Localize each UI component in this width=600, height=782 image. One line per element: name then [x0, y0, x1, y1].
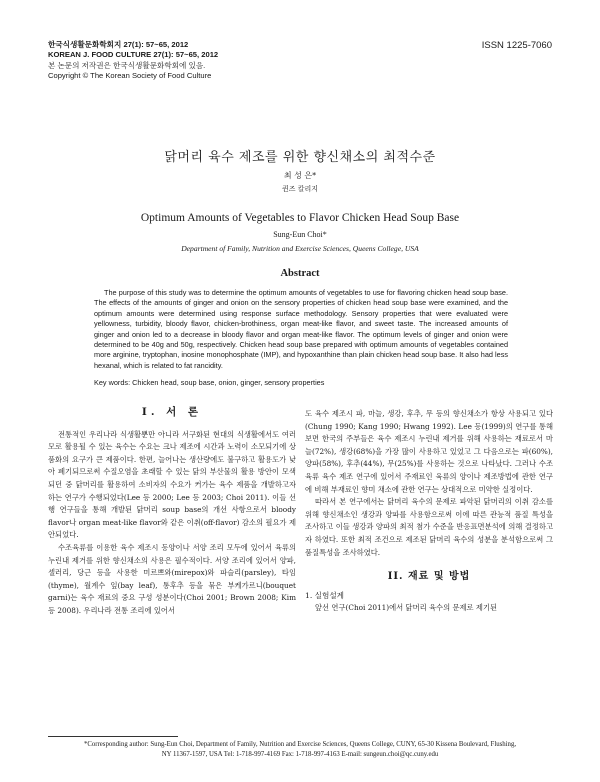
- methods-paragraph-1: 앞선 연구(Choi 2011)에서 닭머리 육수의 문제로 제기된: [315, 603, 498, 613]
- abstract-text: The purpose of this study was to determine the optimum amounts of vegetables to use for flavoring chicken head soup base. The effects of the amounts of ginger and onion on the sensory properties of chicken head soup base were examined, and the optimum amounts were determined using response surface methodology. Sensory properties that were evaluated were yellowness, turbidity, bloody flavor, chicken-brothiness, organ meat-like flavor, and sweet taste. The increased amounts of ginger and onion led to a decrease in bloody flavor and organ meat-like flavor. The optimum levels of ginger and onion were determined to be 40g and 50g, respectively. Chicken head soup base prepared with optimum amounts of vegetables contained more arginine, tryptophan, inosine monophosphate (IMP), and hypoxanthine than plain chicken head soup base. It also had less hexanal, which is related to fat rancidity.: [94, 288, 508, 370]
- affiliation-en: Department of Family, Nutrition and Exercise Sciences, Queens College, USA: [181, 244, 419, 253]
- affiliation-ko: 퀸즈 칼리지: [281, 185, 319, 193]
- section-heading-intro: I. 서 론: [141, 406, 203, 418]
- footnote-line-2: NY 11367-1597, USA Tel: 1-718-997-4169 Fax: 1-718-997-4163 E-mail: sungeun.choi@qc.cuny.edu: [161, 750, 439, 758]
- section-heading-methods: II. 재료 및 방법: [387, 571, 471, 583]
- intro-paragraph-4: 따라서 본 연구에서는 닭머리 육수의 문제로 파악된 닭머리의 이취 감소를 위해 향신채소인 생강과 양파를 사용함으로써 이에 따른 관능적 품질 특성을 조사하고 이들 생강과 양파의 최적 첨가 수준을 반응표면분석에 의해 결정하고자 하였다. 또한 최적 조건으로 제조된 닭머리 육수의 성분을 분석함으로써 그 품질특성을 조사하였다.: [305, 497, 553, 557]
- copyright-ko: 본 논문의 저작권은 한국식생활문화학회에 있음.: [48, 60, 206, 70]
- keywords: Key words: Chicken head, soup base, onion, ginger, sensory properties: [94, 378, 325, 387]
- title-ko: 닭머리 육수 제조를 위한 향신채소의 최적수준: [164, 150, 436, 165]
- footnote-divider: [48, 736, 178, 737]
- left-column: [48, 406, 296, 618]
- journal-name-ko: 한국식생활문화학회지 27(1): 57~65, 2012: [48, 40, 189, 49]
- journal-name-en: KOREAN J. FOOD CULTURE 27(1): 57~65, 2012: [48, 50, 219, 60]
- issn: ISSN 1225-7060: [481, 40, 552, 51]
- intro-paragraph-1: 전통적인 우리나라 식생활뿐만 아니라 서구화된 현대의 식생활에서도 여러모로 활용될 수 있는 육수는 수요는 크나 제조에 시간과 노력이 소모되기에 상품화의 요구가 큰 제품이다. 한편, 늘어나는 생산량에도 불구하고 활용도가 낮아 폐기되므로써 수질오염을 초래할 수 있는 닭의 부산물의 활용 방안이 모색되던 중 닭머리를 활용하여 소비자의 수요가 커가는 육수 제품을 개발하고자 하는 연구가 수행되었다(Lee 등 2000; Lee 등 2003; Choi 2011). 이들 선행 연구들을 통해 개발된 닭머리 soup base의 개선 사항으로서 bloody flavor나 organ meat-like flavor와 같은 이취(off-flavor) 감소의 필요가 제안되었다.: [48, 429, 296, 540]
- copyright-en: Copyright © The Korean Society of Food Culture: [48, 70, 212, 80]
- abstract-heading: Abstract: [280, 268, 320, 279]
- title-en: Optimum Amounts of Vegetables to Flavor Chicken Head Soup Base: [140, 212, 460, 224]
- intro-paragraph-2: 수조육류를 이용한 육수 제조시 동양이나 서양 조리 모두에 있어서 육류의 누린내 제거를 위한 향신채소의 사용은 필수적이다. 서양 조리에 있어서 양파, 셀러리, 당근 등을 사용한 미르쁘와(mirepox)와 파슬리(parsley), 타임(thyme), 월계수 잎(bay leaf), 통후추 등을 묶은 부케가르니(bouquet garni)는 육수 재료의 중요 구성 성분이다(Choi 2001; Brown 2008; Kim 등 2008). 우리나라 전통 조리에 있어서: [48, 542, 296, 615]
- right-column: [305, 408, 553, 615]
- footnote-line-1: *Corresponding author: Sung-Eun Choi, Department of Family, Nutrition and Exercise Sciences, Queens College, CUNY, 65-30 Kissena Boulevard, Flushing,: [83, 741, 517, 748]
- author-en: Sung-Eun Choi*: [273, 230, 327, 239]
- author-ko: 최 성 은*: [283, 171, 317, 180]
- journal-header: [48, 40, 218, 81]
- corresponding-author-footnote: [48, 740, 552, 759]
- intro-paragraph-3: 도 육수 제조시 파, 마늘, 생강, 후추, 무 등의 향신채소가 항상 사용되고 있다(Chung 1990; Kang 1990; Hwang 1992). Lee 등(1999)의 연구를 통해 보면 한국의 주부들은 육수 제조시 누린내 제거를 위해 사용하는 재료로서 마늘(72%), 생강(68%)을 가장 많이 사용하고 있었고 그 다음으로는 파(60%), 양파(58%), 후추(44%), 무(25%)를 사용하는 것으로 나타났다. 그러나 수조육류 육수 제조 연구에 있어서 주재료인 육류의 양이나 제조방법에 관한 연구에 비해 부재료인 향미 채소에 관한 연구는 상대적으로 미약한 실정이다.: [305, 409, 553, 494]
- subsection-heading-design: 1. 실험설계: [305, 590, 345, 600]
